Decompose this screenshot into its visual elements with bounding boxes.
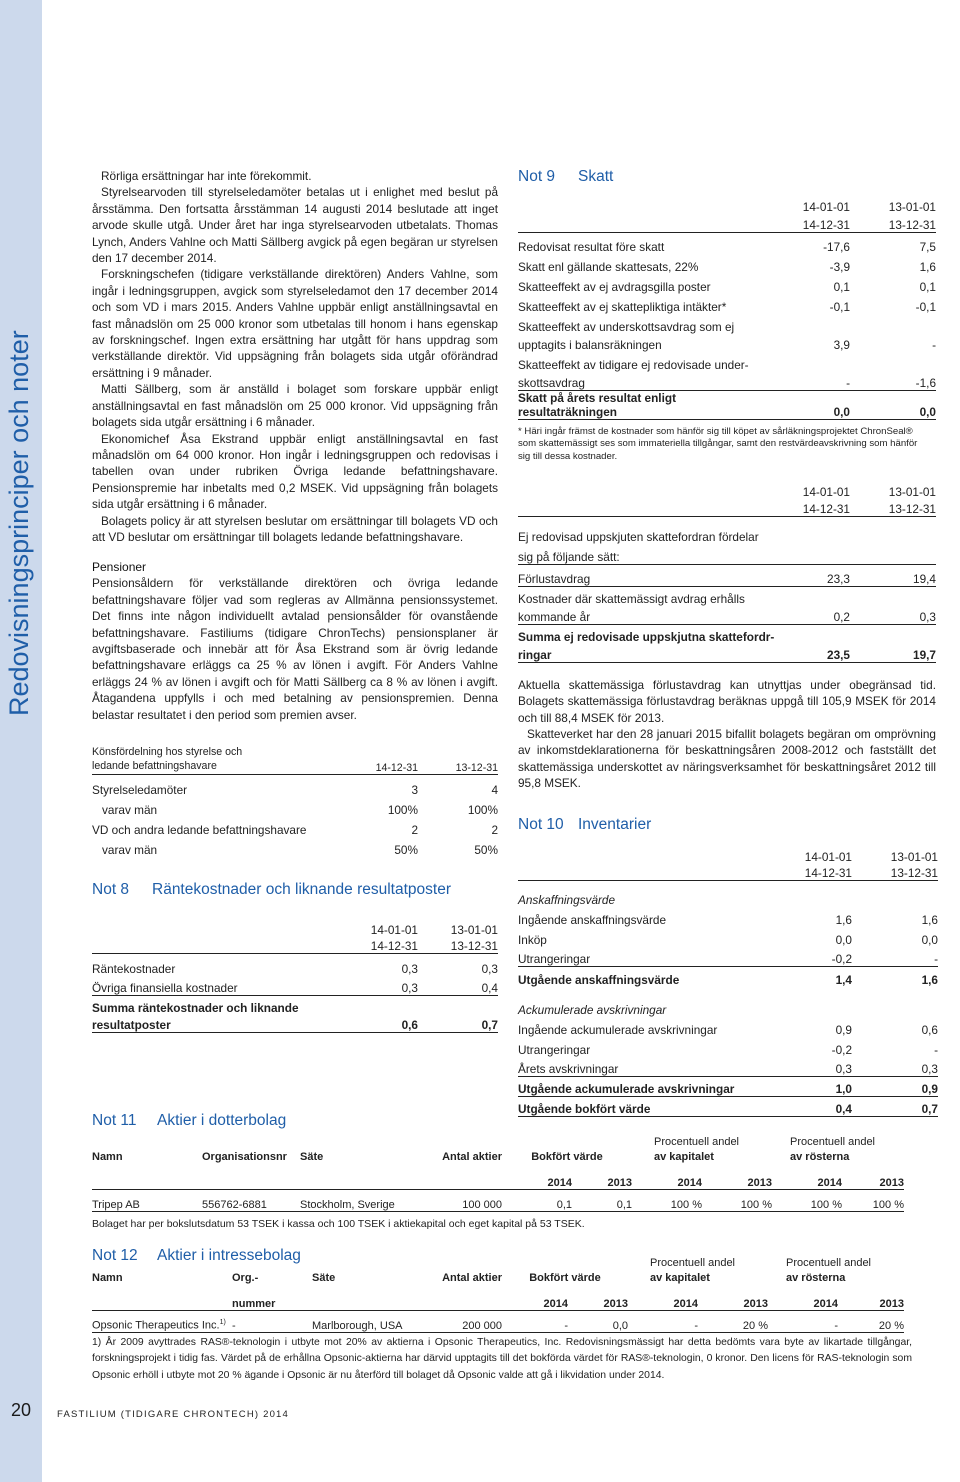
- cell: 20 %: [698, 1310, 768, 1332]
- cell: 556762-6881: [202, 1189, 300, 1211]
- year-header: 2014: [502, 1284, 568, 1310]
- cell: 19,4: [850, 564, 936, 586]
- cell: 0,0: [740, 390, 850, 419]
- gender-table: [92, 745, 498, 857]
- col-header: Org.-: [232, 1272, 259, 1284]
- cell: -: [740, 372, 850, 390]
- cell: 100%: [387, 802, 418, 817]
- cell: 1,6: [921, 912, 938, 927]
- year-header: 2014: [502, 1163, 572, 1189]
- col-header: 14-12-31: [742, 864, 852, 881]
- col-header: 14-12-31: [740, 214, 850, 232]
- cell: -3,9: [829, 260, 850, 274]
- col-header: av kapitalet: [654, 1151, 714, 1163]
- cell: 1,0: [742, 1077, 852, 1097]
- cell: 0,3: [481, 961, 498, 976]
- col-header: Namn: [92, 1151, 123, 1163]
- note-title: Skatt: [578, 168, 614, 185]
- col-header: Säte: [300, 1151, 324, 1163]
- col-header: Säte: [312, 1272, 336, 1284]
- col-header: Procentuell andel: [654, 1136, 740, 1148]
- paragraph: Pensionsåldern för verkställande direktören och övriga ledande befattningshavare följer vad som regleras av Allmänna pensionssystemet. Det finns inte någon individuellt avtalad pensionsålder för ovanstående befattningshavare. Fastiliums (tidigare ChronTechs) pensionsplaner är avgiftsbaserade och innebär att för Åsa Ekstrand som är övrig ledande befattningshavare erläggs ca 25 % av lönen i avgift. För Anders Vahlne erläggs 24 % av lönen i avgift och för Matti Sällberg ca 8 % av lönen i avgift. Åtagandena uppfylls i och med betalning av pensionspremien. Denna belastar resultatet i den period som premien avser.: [92, 576, 498, 722]
- note8-table: [92, 923, 498, 1034]
- cell: 7,5: [919, 240, 936, 254]
- footnote: * Häri ingår främst de kostnader som hänför sig till köpet av sårläkningsprojektet ChronSeal® som skattemässigt ses som immateriella tillgångar, samt den restvärdeavskrivning som hänför sig till dessa kostnader.: [518, 425, 918, 462]
- note9-heading: [518, 168, 936, 186]
- left-column: [92, 168, 498, 1033]
- sidebar: [0, 0, 42, 1482]
- cell: 50%: [394, 842, 418, 857]
- cell: 0,4: [418, 976, 498, 996]
- page-number: 20: [10, 1400, 32, 1420]
- col-header: Procentuell andel: [790, 1136, 876, 1148]
- note-number: Not 9: [518, 168, 556, 185]
- row-label: Summa ej redovisade uppskjutna skattefordr-: [518, 630, 775, 645]
- note11: [92, 1112, 912, 1230]
- pension-heading: Pensioner: [92, 560, 147, 575]
- cell: 0,3: [742, 1057, 852, 1077]
- cell: 1,6: [921, 972, 938, 987]
- row-label: Ej redovisad uppskjuten skattefordran fördelar: [518, 516, 936, 544]
- cell: 0,2: [740, 606, 850, 624]
- cell: 0,7: [852, 1097, 938, 1117]
- year-header: 2014: [768, 1284, 838, 1310]
- cell: 0,0: [568, 1310, 628, 1332]
- row-label: Utrangeringar: [518, 947, 742, 967]
- note-title: Aktier i intressebolag: [157, 1247, 301, 1264]
- row-label: Övriga finansiella kostnader: [92, 976, 348, 996]
- cell: 0,0: [835, 932, 852, 947]
- company-name: Opsonic Therapeutics Inc.: [92, 1319, 220, 1332]
- cell: -: [232, 1310, 312, 1332]
- cell: 3: [411, 782, 418, 797]
- cell: 100%: [467, 802, 498, 817]
- paragraph: Styrelsearvoden till styrelseledamöter betalas ut i enlighet med beslut på årsstämma. Den fortsatta årsstämman 14 augusti 2014 beslutade att inget arvode skulle utgå. Under året har inga styrelsearvoden utbetalats. Thomas Lynch, Anders Vahlne och Matti Sällberg avgick på egen begäran ur styrelsen den 17 december 2014.: [92, 185, 498, 266]
- col-header: 14-01-01: [802, 200, 850, 214]
- col-header: Procentuell andel: [786, 1257, 872, 1269]
- row-label: Styrelseledamöter: [92, 782, 188, 797]
- cell: Tripep AB: [92, 1189, 202, 1211]
- cell: 23,3: [740, 564, 850, 586]
- cell: -: [628, 1310, 698, 1332]
- row-label: Kostnader där skattemässigt avdrag erhålls: [518, 592, 745, 607]
- cell: 0,3: [401, 961, 418, 976]
- cell: 100 %: [842, 1189, 904, 1211]
- cell: 0,0: [921, 932, 938, 947]
- cell: 0,4: [742, 1097, 852, 1117]
- col-header: av rösterna: [786, 1272, 846, 1284]
- note12: [92, 1247, 912, 1384]
- row-label: ringar: [518, 644, 740, 662]
- col-header: 13-12-31: [888, 501, 936, 516]
- col-header: Procentuell andel: [650, 1257, 736, 1269]
- note-number: Not 12: [92, 1247, 138, 1264]
- footer: FASTILIUM (TIDIGARE CHRONTECH) 2014: [57, 1409, 290, 1420]
- year-header: 2013: [842, 1163, 904, 1189]
- row-label: Skatt på årets resultat enligt resultaträkningen: [518, 390, 740, 419]
- cell: -17,6: [823, 240, 850, 254]
- row-label: resultatposter: [92, 1015, 348, 1033]
- col-header: 13-12-31: [852, 864, 938, 881]
- cell: 0,9: [852, 1077, 938, 1097]
- row-label: Ingående anskaffningsvärde: [518, 912, 667, 927]
- col-header: av rösterna: [790, 1151, 850, 1163]
- row-label: Skatteeffekt av ej avdragsgilla poster: [518, 280, 711, 294]
- cell: -: [932, 338, 936, 352]
- note11-table: [92, 1134, 904, 1212]
- cell: -: [852, 947, 938, 967]
- cell: 100 000: [410, 1189, 502, 1211]
- paragraph: Forskningschefen (tidigare verkställande direktören) Anders Vahlne, som ingår i ledningsgruppen, avgick som styrelseledamot den 17 december 2014 och som VD i mars 2015. Anders Vahlne uppbär enligt anställningsavtal en fast månadslön om 25 000 kronor som utbetalas till honom i hans egenskap av forskningschef. Ingen extra ersättning har utgått för hans uppdrag som verkställande direktör. Vid uppsägning från bolagets sida utgår oförändrad ersättning i 9 månader.: [92, 267, 498, 380]
- paragraph: Bolagets policy är att styrelsen beslutar om ersättningar till bolagets VD och att VD beslutar om ersättningar till bolagets ledande befattningshavare.: [92, 513, 498, 544]
- cell: 50%: [474, 842, 498, 857]
- sidebar-title: [2, 330, 38, 716]
- cell: [92, 1310, 232, 1332]
- cell: 0,1: [572, 1189, 632, 1211]
- cell: 200 000: [412, 1310, 502, 1332]
- col-header: av kapitalet: [650, 1272, 710, 1284]
- cell: 100 %: [702, 1189, 772, 1211]
- row-label: VD och andra ledande befattningshavare: [92, 822, 307, 837]
- paragraph: Rörliga ersättningar har inte förekommit.: [101, 169, 312, 183]
- col-header: Organisationsnr: [202, 1151, 287, 1163]
- year-header: 2013: [572, 1163, 632, 1189]
- note-number: Not 8: [92, 880, 130, 898]
- cell: 1,4: [835, 972, 852, 987]
- cell: 20 %: [838, 1310, 904, 1332]
- row-label: sig på följande sätt:: [518, 544, 936, 564]
- row-label: Räntekostnader: [92, 961, 176, 976]
- col-header: 14-12-31: [348, 759, 418, 775]
- cell: 19,7: [850, 644, 936, 662]
- cell: 0,6: [921, 1022, 938, 1037]
- col-header: Antal aktier: [442, 1272, 502, 1284]
- col-header: Bokfört värde: [529, 1272, 601, 1284]
- cell: 0,0: [850, 390, 936, 419]
- row-label: varav män: [102, 802, 158, 817]
- cell: 4: [491, 782, 498, 797]
- cell: 0,9: [835, 1022, 852, 1037]
- cell: 0,1: [502, 1189, 572, 1211]
- note10-table: [518, 850, 938, 1118]
- cell: 0,7: [418, 1015, 498, 1033]
- year-header: 2013: [838, 1284, 904, 1310]
- section-label: Ackumulerade avskrivningar: [518, 1002, 667, 1017]
- paragraph: Aktuella skattemässiga förlustavdrag kan utnyttjas under obegränsad tid. Bolagets skattemässiga förlustavdrag beräknas uppgå till 105,9 MSEK för 2014 och till 88,4 MSEK för 2013.: [518, 677, 936, 725]
- row-label: Inköp: [518, 932, 547, 947]
- note10-heading: [518, 816, 936, 834]
- row-label: upptagits i balansräkningen: [518, 338, 662, 352]
- cell: 0,3: [852, 1057, 938, 1077]
- col-header: Namn: [92, 1272, 123, 1284]
- year-header: 2014: [632, 1163, 702, 1189]
- year-header: 2013: [702, 1163, 772, 1189]
- col-header: nummer: [232, 1284, 312, 1310]
- note-number: Not 11: [92, 1112, 137, 1129]
- cell: -: [768, 1310, 838, 1332]
- cell: 2: [491, 822, 498, 837]
- cell: 100 %: [632, 1189, 702, 1211]
- row-label: Skatteeffekt av ej skattepliktiga intäkter*: [518, 300, 727, 314]
- row-label: Utgående bokfört värde: [518, 1097, 742, 1117]
- col-header: 13-01-01: [450, 922, 498, 937]
- col-header: 14-01-01: [370, 922, 418, 937]
- row-label: Summa räntekostnader och liknande: [92, 1000, 299, 1015]
- row-label: skottsavdrag: [518, 372, 740, 390]
- col-header: 14-01-01: [804, 849, 852, 864]
- col-header: Bokfört värde: [531, 1151, 603, 1163]
- col-header: Antal aktier: [442, 1151, 502, 1163]
- right-column: [518, 168, 936, 1117]
- cell: -: [934, 1042, 938, 1057]
- cell: Marlborough, USA: [312, 1310, 412, 1332]
- cell: 100 %: [772, 1189, 842, 1211]
- cell: 1,6: [919, 260, 936, 274]
- col-header: 14-12-31: [802, 501, 850, 516]
- cell: Stockholm, Sverige: [300, 1189, 410, 1211]
- year-header: 2014: [772, 1163, 842, 1189]
- note8-heading: [92, 881, 498, 899]
- col-header: 13-01-01: [888, 200, 936, 214]
- note-title: Inventarier: [578, 815, 652, 833]
- note9-deferred-table: [518, 485, 936, 663]
- note-title: Aktier i dotterbolag: [157, 1112, 287, 1129]
- note12-table: [92, 1255, 904, 1333]
- cell: 23,5: [740, 644, 850, 662]
- gender-title: ledande befattningshavare: [92, 759, 348, 775]
- row-label: Skatteeffekt av tidigare ej redovisade under-: [518, 358, 749, 372]
- paragraph: Matti Sällberg, som är anställd i bolaget som forskare uppbär enligt anställningsavtal en fast månadslön om 25 000 kronor. Vid uppsägning från bolagets sida utgår ersättning i 6 månader.: [92, 382, 498, 430]
- row-label: Ingående ackumulerade avskrivningar: [518, 1022, 718, 1037]
- cell: -: [502, 1310, 568, 1332]
- col-header: 13-12-31: [850, 214, 936, 232]
- cell: -0,2: [742, 947, 852, 967]
- col-header: 13-12-31: [418, 937, 498, 954]
- col-header: 14-12-31: [348, 937, 418, 954]
- sidebar-title-text: Redovisningsprinciper och noter: [4, 330, 34, 716]
- paragraph: Ekonomichef Åsa Ekstrand uppbär enligt anställningsavtal en fast månadslön om 64 000 kronor. Hon ingår i ledningsgruppen och redovisas i tabellen ovan under rubriken Övriga ledande befattningshavare. Pensionspremie har inbetalts med 0,2 MSEK. Vid uppsägning från bolagets sida utgår ersättning i 6 månader.: [92, 431, 498, 512]
- row-label: Utgående anskaffningsvärde: [518, 972, 680, 987]
- cell: -0,2: [831, 1042, 852, 1057]
- note11-text: Bolaget har per bokslutsdatum 53 TSEK i kassa och 100 TSEK i aktiekapital och eget kapital på 53 TSEK.: [92, 1217, 585, 1230]
- cell: -0,1: [829, 300, 850, 314]
- cell: 3,9: [833, 338, 850, 352]
- cell: 0,1: [919, 280, 936, 294]
- row-label: Årets avskrivningar: [518, 1057, 742, 1077]
- year-header: 2014: [628, 1284, 698, 1310]
- footnote-marker: 1): [219, 1318, 226, 1326]
- year-header: 2013: [568, 1284, 628, 1310]
- row-label: Utrangeringar: [518, 1042, 591, 1057]
- gender-title: Könsfördelning hos styrelse och: [92, 746, 243, 758]
- section-label: Anskaffningsvärde: [518, 892, 616, 907]
- row-label: Utgående ackumulerade avskrivningar: [518, 1077, 742, 1097]
- note-title: Räntekostnader och liknande resultatposter: [152, 880, 451, 898]
- note12-footnote: 1) År 2009 avyttrades RAS®-teknologin i utbyte mot 20% av aktierna i Opsonic Therapeutics, Inc. Redovisningsmässigt har detta bedömts vara byte av likartade tillgångar, forskningsprojekt i tidig fas. Värdet på de erhållna Opsonic-aktierna har därvid upptagits till det bokförda värdet för RAS®-teknologin, 0 kronor. Den licens för RAS-teknologin som Opsonic erhöll i utbyte mot 20 % ägande i Opsonic är nu återförd till bolaget då Opsonic valde att gå i likvidation under 2014.: [92, 1336, 912, 1381]
- cell: 2: [411, 822, 418, 837]
- cell: 1,6: [835, 912, 852, 927]
- row-label: Skatt enl gällande skattesats, 22%: [518, 260, 699, 274]
- note11-heading: [92, 1112, 912, 1130]
- row-label: kommande år: [518, 606, 740, 624]
- col-header: 14-01-01: [802, 485, 850, 500]
- cell: 0,1: [833, 280, 850, 294]
- row-label: Redovisat resultat före skatt: [518, 240, 665, 254]
- row-label: Förlustavdrag: [518, 564, 740, 586]
- cell: 0,6: [348, 1015, 418, 1033]
- row-label: Skatteeffekt av underskottsavdrag som ej: [518, 320, 735, 334]
- col-header: 13-01-01: [888, 485, 936, 500]
- cell: -1,6: [850, 372, 936, 390]
- cell: 0,3: [850, 606, 936, 624]
- cell: -0,1: [915, 300, 936, 314]
- year-header: 2013: [698, 1284, 768, 1310]
- col-header: 13-12-31: [418, 759, 498, 775]
- col-header: 13-01-01: [890, 849, 938, 864]
- paragraph: Skatteverket har den 28 januari 2015 bifallit bolagets begäran om omprövning av inkomstdeklarationerna för beskattningsåren 2008-2012 och fastställt det skattemässiga underskottet av näringsverksamhet för beskattningsåret 2012 till 95,8 MSEK.: [518, 727, 936, 791]
- cell: 0,3: [348, 976, 418, 996]
- row-label: varav män: [102, 842, 158, 857]
- note9-table: [518, 200, 936, 420]
- note-number: Not 10: [518, 815, 564, 833]
